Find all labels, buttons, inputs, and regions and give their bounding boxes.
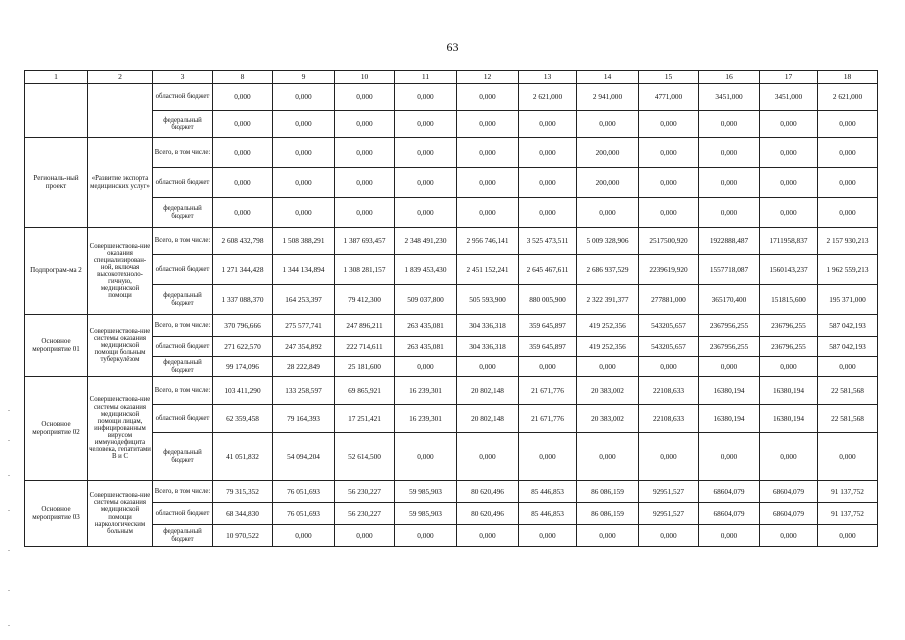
program-name-cell — [88, 84, 153, 138]
funding-source-cell: областной бюджет — [153, 503, 213, 525]
value-cell: 1 839 453,430 — [395, 255, 457, 285]
value-cell: 86 086,159 — [577, 503, 639, 525]
table-row — [25, 525, 878, 547]
value-cell: 543205,657 — [639, 337, 699, 357]
value-cell: 0,000 — [213, 138, 273, 168]
value-cell: 2 621,000 — [519, 84, 577, 111]
value-cell: 0,000 — [457, 84, 519, 111]
value-cell: 68604,079 — [699, 481, 760, 503]
scan-margin-marks — [8, 400, 10, 630]
value-cell: 0,000 — [457, 357, 519, 377]
table-row — [25, 285, 878, 315]
value-cell: 419 252,356 — [577, 315, 639, 337]
value-cell: 0,000 — [639, 138, 699, 168]
value-cell: 200,000 — [577, 168, 639, 198]
value-cell: 1 962 559,213 — [818, 255, 878, 285]
value-cell: 56 230,227 — [335, 481, 395, 503]
value-cell: 0,000 — [395, 168, 457, 198]
value-cell: 68604,079 — [699, 503, 760, 525]
value-cell: 0,000 — [395, 138, 457, 168]
value-cell: 0,000 — [639, 433, 699, 481]
value-cell: 0,000 — [395, 525, 457, 547]
value-cell: 28 222,849 — [273, 357, 335, 377]
column-header: 8 — [213, 71, 273, 84]
value-cell: 0,000 — [457, 433, 519, 481]
value-cell: 0,000 — [335, 138, 395, 168]
value-cell: 3 525 473,511 — [519, 228, 577, 255]
value-cell: 505 593,900 — [457, 285, 519, 315]
program-name-cell: Совершенствова-ние системы оказания медицинской помощи наркологическим больным — [88, 481, 153, 547]
value-cell: 133 258,597 — [273, 377, 335, 405]
funding-source-cell: Всего, в том числе: — [153, 481, 213, 503]
value-cell: 370 796,666 — [213, 315, 273, 337]
value-cell: 0,000 — [519, 138, 577, 168]
table-row — [25, 228, 878, 255]
value-cell: 0,000 — [519, 168, 577, 198]
funding-source-cell: федеральный бюджет — [153, 525, 213, 547]
value-cell: 52 614,500 — [335, 433, 395, 481]
value-cell: 0,000 — [213, 198, 273, 228]
value-cell: 275 577,741 — [273, 315, 335, 337]
value-cell: 1711958,837 — [760, 228, 818, 255]
section-cell: Подпрограм-ма 2 — [25, 228, 88, 315]
funding-source-cell: Всего, в том числе: — [153, 228, 213, 255]
column-header: 11 — [395, 71, 457, 84]
column-header: 12 — [457, 71, 519, 84]
value-cell: 0,000 — [213, 168, 273, 198]
value-cell: 0,000 — [519, 433, 577, 481]
value-cell: 0,000 — [760, 138, 818, 168]
value-cell: 195 371,000 — [818, 285, 878, 315]
value-cell: 419 252,356 — [577, 337, 639, 357]
value-cell: 0,000 — [335, 525, 395, 547]
table-row — [25, 198, 878, 228]
column-header: 1 — [25, 71, 88, 84]
value-cell: 0,000 — [273, 111, 335, 138]
value-cell: 16 239,301 — [395, 377, 457, 405]
value-cell: 0,000 — [760, 433, 818, 481]
value-cell: 2 608 432,798 — [213, 228, 273, 255]
value-cell: 0,000 — [699, 198, 760, 228]
value-cell: 86 086,159 — [577, 481, 639, 503]
column-header: 13 — [519, 71, 577, 84]
value-cell: 20 383,002 — [577, 377, 639, 405]
value-cell: 0,000 — [760, 168, 818, 198]
value-cell: 4771,000 — [639, 84, 699, 111]
value-cell: 0,000 — [818, 433, 878, 481]
value-cell: 80 620,496 — [457, 481, 519, 503]
value-cell: 0,000 — [273, 198, 335, 228]
column-header: 10 — [335, 71, 395, 84]
value-cell: 0,000 — [273, 84, 335, 111]
value-cell: 2 645 467,611 — [519, 255, 577, 285]
section-cell — [25, 84, 88, 138]
value-cell: 0,000 — [699, 433, 760, 481]
value-cell: 0,000 — [395, 111, 457, 138]
value-cell: 2 451 152,241 — [457, 255, 519, 285]
value-cell: 0,000 — [457, 138, 519, 168]
value-cell: 59 985,903 — [395, 503, 457, 525]
value-cell: 0,000 — [395, 198, 457, 228]
value-cell: 0,000 — [760, 111, 818, 138]
value-cell: 76 051,693 — [273, 481, 335, 503]
value-cell: 2367956,255 — [699, 315, 760, 337]
value-cell: 0,000 — [457, 525, 519, 547]
table-row — [25, 433, 878, 481]
value-cell: 0,000 — [818, 138, 878, 168]
value-cell: 0,000 — [639, 357, 699, 377]
funding-source-cell: Всего, в том числе: — [153, 315, 213, 337]
value-cell: 17 251,421 — [335, 405, 395, 433]
value-cell: 359 645,897 — [519, 315, 577, 337]
value-cell: 68 344,830 — [213, 503, 273, 525]
table-row — [25, 377, 878, 405]
funding-source-cell: областной бюджет — [153, 255, 213, 285]
value-cell: 0,000 — [519, 525, 577, 547]
column-header: 18 — [818, 71, 878, 84]
table-row — [25, 337, 878, 357]
budget-table — [24, 70, 878, 547]
value-cell: 0,000 — [395, 84, 457, 111]
value-cell: 2 157 930,213 — [818, 228, 878, 255]
value-cell: 0,000 — [577, 433, 639, 481]
column-header: 17 — [760, 71, 818, 84]
value-cell: 587 042,193 — [818, 315, 878, 337]
value-cell: 16380,194 — [760, 405, 818, 433]
value-cell: 25 181,600 — [335, 357, 395, 377]
value-cell: 76 051,693 — [273, 503, 335, 525]
value-cell: 0,000 — [457, 168, 519, 198]
value-cell: 0,000 — [818, 168, 878, 198]
value-cell: 304 336,318 — [457, 315, 519, 337]
value-cell: 21 671,776 — [519, 405, 577, 433]
funding-source-cell: федеральный бюджет — [153, 285, 213, 315]
value-cell: 21 671,776 — [519, 377, 577, 405]
value-cell: 0,000 — [577, 357, 639, 377]
value-cell: 200,000 — [577, 138, 639, 168]
value-cell: 0,000 — [818, 525, 878, 547]
value-cell: 2 348 491,230 — [395, 228, 457, 255]
value-cell: 16 239,301 — [395, 405, 457, 433]
value-cell: 880 005,900 — [519, 285, 577, 315]
value-cell: 59 985,903 — [395, 481, 457, 503]
value-cell: 0,000 — [639, 168, 699, 198]
section-cell: Региональ-ный проект — [25, 138, 88, 228]
value-cell: 509 037,800 — [395, 285, 457, 315]
value-cell: 0,000 — [273, 525, 335, 547]
funding-source-cell: федеральный бюджет — [153, 198, 213, 228]
value-cell: 3451,000 — [760, 84, 818, 111]
value-cell: 2 686 937,529 — [577, 255, 639, 285]
funding-source-cell: Всего, в том числе: — [153, 377, 213, 405]
value-cell: 0,000 — [699, 138, 760, 168]
section-cell: Основное мероприятие 01 — [25, 315, 88, 377]
value-cell: 79 315,352 — [213, 481, 273, 503]
value-cell: 0,000 — [760, 198, 818, 228]
value-cell: 0,000 — [699, 168, 760, 198]
table-row — [25, 357, 878, 377]
value-cell: 277881,000 — [639, 285, 699, 315]
value-cell: 0,000 — [213, 111, 273, 138]
value-cell: 0,000 — [457, 198, 519, 228]
value-cell: 92951,527 — [639, 481, 699, 503]
table-row — [25, 111, 878, 138]
value-cell: 151815,600 — [760, 285, 818, 315]
value-cell: 0,000 — [395, 357, 457, 377]
program-name-cell: Совершенствова-ние системы оказания медицинской помощи больным туберкулёзом — [88, 315, 153, 377]
value-cell: 79 412,300 — [335, 285, 395, 315]
value-cell: 91 137,752 — [818, 481, 878, 503]
value-cell: 22 581,568 — [818, 405, 878, 433]
table-row — [25, 481, 878, 503]
value-cell: 164 253,397 — [273, 285, 335, 315]
value-cell: 2 941,000 — [577, 84, 639, 111]
funding-source-cell: федеральный бюджет — [153, 357, 213, 377]
value-cell: 80 620,496 — [457, 503, 519, 525]
program-name-cell: Совершенствова-ние оказания специализирован-ной, включая высокотехноло-гичную, медицинской помощи — [88, 228, 153, 315]
table-row — [25, 84, 878, 111]
value-cell: 85 446,853 — [519, 503, 577, 525]
value-cell: 68604,079 — [760, 481, 818, 503]
value-cell: 2239619,920 — [639, 255, 699, 285]
value-cell: 365170,400 — [699, 285, 760, 315]
value-cell: 16380,194 — [699, 405, 760, 433]
value-cell: 0,000 — [760, 525, 818, 547]
page-number: 63 — [446, 40, 459, 54]
value-cell: 587 042,193 — [818, 337, 878, 357]
value-cell: 359 645,897 — [519, 337, 577, 357]
value-cell: 92951,527 — [639, 503, 699, 525]
value-cell: 1922888,487 — [699, 228, 760, 255]
value-cell: 0,000 — [639, 198, 699, 228]
funding-source-cell: областной бюджет — [153, 84, 213, 111]
value-cell: 0,000 — [519, 357, 577, 377]
value-cell: 22108,633 — [639, 377, 699, 405]
value-cell: 1 387 693,457 — [335, 228, 395, 255]
value-cell: 247 896,211 — [335, 315, 395, 337]
value-cell: 263 435,081 — [395, 337, 457, 357]
value-cell: 0,000 — [699, 525, 760, 547]
table-body — [25, 84, 878, 547]
section-cell: Основное мероприятие 02 — [25, 377, 88, 481]
value-cell: 91 137,752 — [818, 503, 878, 525]
value-cell: 1 271 344,428 — [213, 255, 273, 285]
column-header: 2 — [88, 71, 153, 84]
value-cell: 1560143,237 — [760, 255, 818, 285]
funding-source-cell: областной бюджет — [153, 168, 213, 198]
value-cell: 0,000 — [577, 525, 639, 547]
table-row — [25, 315, 878, 337]
value-cell: 69 865,921 — [335, 377, 395, 405]
value-cell: 0,000 — [639, 111, 699, 138]
value-cell: 1 508 388,291 — [273, 228, 335, 255]
value-cell: 2 322 391,377 — [577, 285, 639, 315]
column-header: 3 — [153, 71, 213, 84]
value-cell: 1 344 134,894 — [273, 255, 335, 285]
funding-source-cell: областной бюджет — [153, 405, 213, 433]
value-cell: 0,000 — [457, 111, 519, 138]
value-cell: 0,000 — [335, 111, 395, 138]
value-cell: 20 383,002 — [577, 405, 639, 433]
value-cell: 2 621,000 — [818, 84, 878, 111]
table-row — [25, 138, 878, 168]
value-cell: 0,000 — [818, 198, 878, 228]
value-cell: 16380,194 — [760, 377, 818, 405]
value-cell: 62 359,458 — [213, 405, 273, 433]
value-cell: 222 714,611 — [335, 337, 395, 357]
value-cell: 103 411,290 — [213, 377, 273, 405]
value-cell: 0,000 — [818, 111, 878, 138]
value-cell: 16380,194 — [699, 377, 760, 405]
header-row — [25, 71, 878, 84]
value-cell: 304 336,318 — [457, 337, 519, 357]
value-cell: 543205,657 — [639, 315, 699, 337]
value-cell: 68604,079 — [760, 503, 818, 525]
value-cell: 56 230,227 — [335, 503, 395, 525]
column-header: 14 — [577, 71, 639, 84]
table-row — [25, 503, 878, 525]
value-cell: 0,000 — [335, 84, 395, 111]
value-cell: 85 446,853 — [519, 481, 577, 503]
value-cell: 0,000 — [699, 357, 760, 377]
funding-source-cell: федеральный бюджет — [153, 111, 213, 138]
value-cell: 0,000 — [335, 168, 395, 198]
table-row — [25, 255, 878, 285]
value-cell: 0,000 — [760, 357, 818, 377]
funding-source-cell: Всего, в том числе: — [153, 138, 213, 168]
funding-source-cell: областной бюджет — [153, 337, 213, 357]
value-cell: 2 956 746,141 — [457, 228, 519, 255]
value-cell: 3451,000 — [699, 84, 760, 111]
program-name-cell: «Развитие экспорта медицинских услуг» — [88, 138, 153, 228]
value-cell: 2517500,920 — [639, 228, 699, 255]
value-cell: 0,000 — [335, 198, 395, 228]
value-cell: 263 435,081 — [395, 315, 457, 337]
column-header: 9 — [273, 71, 335, 84]
value-cell: 0,000 — [273, 138, 335, 168]
value-cell: 10 970,522 — [213, 525, 273, 547]
table-row — [25, 168, 878, 198]
value-cell: 0,000 — [577, 111, 639, 138]
column-header: 16 — [699, 71, 760, 84]
value-cell: 236796,255 — [760, 315, 818, 337]
value-cell: 22 581,568 — [818, 377, 878, 405]
value-cell: 5 009 328,906 — [577, 228, 639, 255]
table-row — [25, 405, 878, 433]
value-cell: 236796,255 — [760, 337, 818, 357]
section-cell: Основное мероприятие 03 — [25, 481, 88, 547]
value-cell: 22108,633 — [639, 405, 699, 433]
value-cell: 2367956,255 — [699, 337, 760, 357]
value-cell: 1557718,087 — [699, 255, 760, 285]
value-cell: 271 622,570 — [213, 337, 273, 357]
column-header: 15 — [639, 71, 699, 84]
value-cell: 20 802,148 — [457, 377, 519, 405]
value-cell: 0,000 — [699, 111, 760, 138]
value-cell: 0,000 — [213, 84, 273, 111]
value-cell: 99 174,096 — [213, 357, 273, 377]
value-cell: 0,000 — [519, 198, 577, 228]
value-cell: 247 354,892 — [273, 337, 335, 357]
value-cell: 20 802,148 — [457, 405, 519, 433]
funding-source-cell: федеральный бюджет — [153, 433, 213, 481]
value-cell: 1 337 088,370 — [213, 285, 273, 315]
value-cell: 41 051,832 — [213, 433, 273, 481]
value-cell: 0,000 — [395, 433, 457, 481]
value-cell: 0,000 — [577, 198, 639, 228]
value-cell: 79 164,393 — [273, 405, 335, 433]
value-cell: 1 308 281,157 — [335, 255, 395, 285]
value-cell: 0,000 — [639, 525, 699, 547]
value-cell: 0,000 — [273, 168, 335, 198]
value-cell: 54 094,204 — [273, 433, 335, 481]
value-cell: 0,000 — [519, 111, 577, 138]
value-cell: 0,000 — [818, 357, 878, 377]
program-name-cell: Совершенствова-ние системы оказания медицинской помощи лицам, инфицированным вирусом иммунодефицита человека, гепатитами В и С — [88, 377, 153, 481]
